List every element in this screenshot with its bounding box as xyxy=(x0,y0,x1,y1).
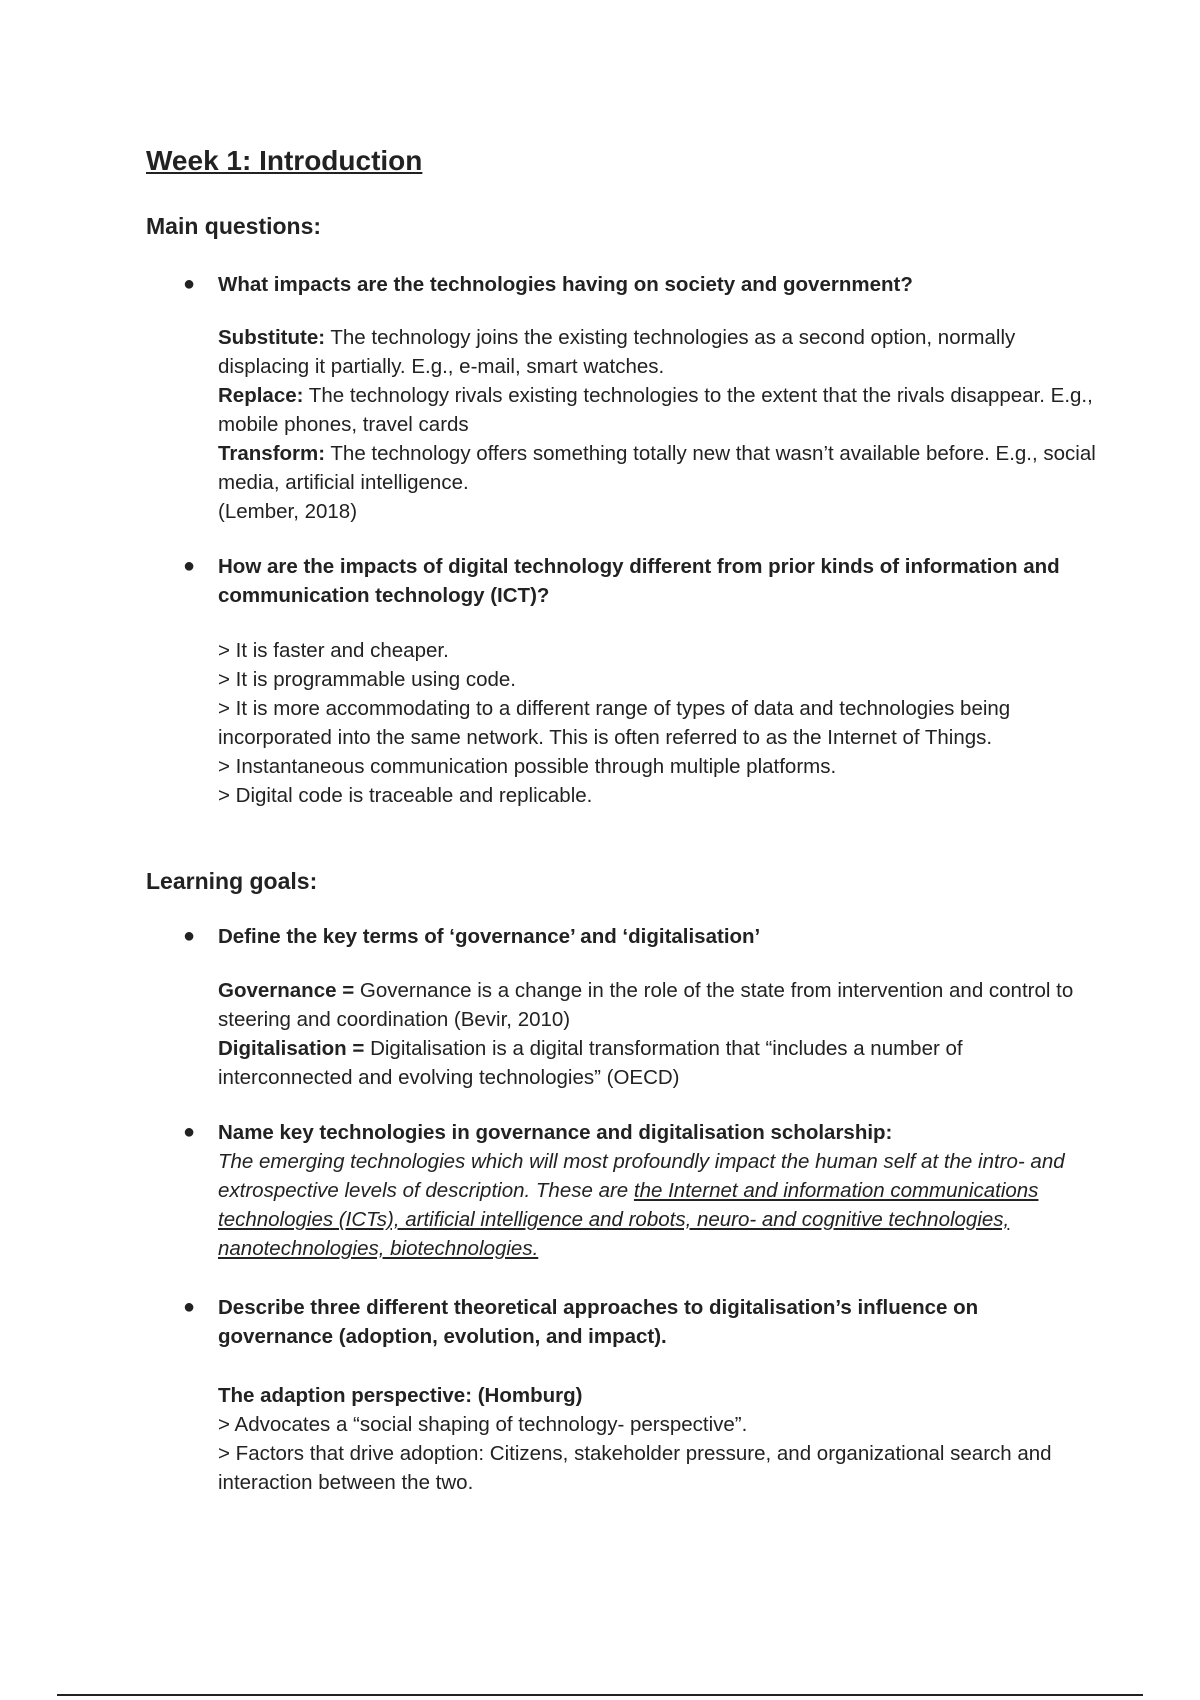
transform-def xyxy=(218,439,1098,497)
list-item: > It is faster and cheaper. xyxy=(218,639,449,662)
replace-text: The technology rivals existing technologies to the extent that the rivals disappear. E.g., mobile phones, travel cards xyxy=(218,384,1093,436)
question-1-answer xyxy=(218,323,1098,526)
governance-text: Governance is a change in the role of the state from intervention and control to steering and coordination (Bevir, 2010) xyxy=(218,979,1074,1031)
quote-text: The emerging technologies which will most profoundly impact the human self at the intro- and extrospective levels of description. These are xyxy=(218,1150,1065,1202)
governance-def xyxy=(218,976,1098,1034)
question-1-text: What impacts are the technologies having on society and government? xyxy=(218,273,913,296)
digitalisation-text: Digitalisation is a digital transformation that “includes a number of interconnected and evolving technologies” (OECD) xyxy=(218,1037,963,1089)
goal-3-text: Describe three different theoretical approaches to digitalisation’s influence on governance (adoption, evolution, and impact). xyxy=(218,1296,979,1348)
goal-1-text: Define the key terms of ‘governance’ and ‘digitalisation’ xyxy=(218,925,761,948)
list-item: > Advocates a “social shaping of technology- perspective”. xyxy=(218,1413,748,1436)
citation: (Lember, 2018) xyxy=(218,500,358,523)
goal-1-answer xyxy=(218,976,1098,1092)
list-item: > Digital code is traceable and replicable. xyxy=(218,784,593,807)
goal-2-answer xyxy=(218,1147,1098,1263)
substitute-text: The technology joins the existing technologies as a second option, normally displacing it partially. E.g., e-mail, smart watches. xyxy=(218,326,1016,378)
list-item: > Factors that drive adoption: Citizens, stakeholder pressure, and organizational search and interaction between the two. xyxy=(218,1442,1052,1494)
quote-underlined: the Internet and information communications technologies (ICTs), artificial intelligence and robots, neuro- and cognitive technologies, nanotechnologies, biotechnologies. xyxy=(218,1179,1039,1260)
list-item: > Instantaneous communication possible through multiple platforms. xyxy=(218,755,837,778)
goal-2-text: Name key technologies in governance and digitalisation scholarship: xyxy=(218,1121,893,1144)
adaption-subheading: The adaption perspective: (Homburg) xyxy=(218,1384,583,1407)
goal-3-answer xyxy=(218,1381,1098,1497)
digitalisation-term: Digitalisation = xyxy=(218,1037,365,1060)
bullet-icon: ● xyxy=(183,925,196,947)
substitute-term: Substitute: xyxy=(218,326,326,349)
question-2-answer xyxy=(218,636,1098,810)
replace-def xyxy=(218,381,1098,439)
digitalisation-def xyxy=(218,1034,1098,1092)
question-2-text: How are the impacts of digital technology different from prior kinds of information and communication technology (ICT)? xyxy=(218,555,1060,607)
bullet-icon: ● xyxy=(183,1121,196,1143)
bullet-icon: ● xyxy=(183,555,196,577)
governance-term: Governance = xyxy=(218,979,355,1002)
main-questions-heading: Main questions: xyxy=(146,213,322,239)
bullet-icon: ● xyxy=(183,1296,196,1318)
substitute-def xyxy=(218,323,1098,381)
footer-divider xyxy=(57,1694,1143,1696)
technologies-quote xyxy=(218,1147,1098,1263)
learning-goals-heading: Learning goals: xyxy=(146,868,318,894)
transform-term: Transform: xyxy=(218,442,326,465)
replace-term: Replace: xyxy=(218,384,304,407)
page-title: Week 1: Introduction xyxy=(146,145,423,176)
transform-text: The technology offers something totally new that wasn’t available before. E.g., social media, artificial intelligence. xyxy=(218,442,1096,494)
bullet-icon: ● xyxy=(183,273,196,295)
list-item: > It is more accommodating to a different range of types of data and technologies being incorporated into the same network. This is often referred to as the Internet of Things. xyxy=(218,697,1011,749)
list-item: > It is programmable using code. xyxy=(218,668,516,691)
